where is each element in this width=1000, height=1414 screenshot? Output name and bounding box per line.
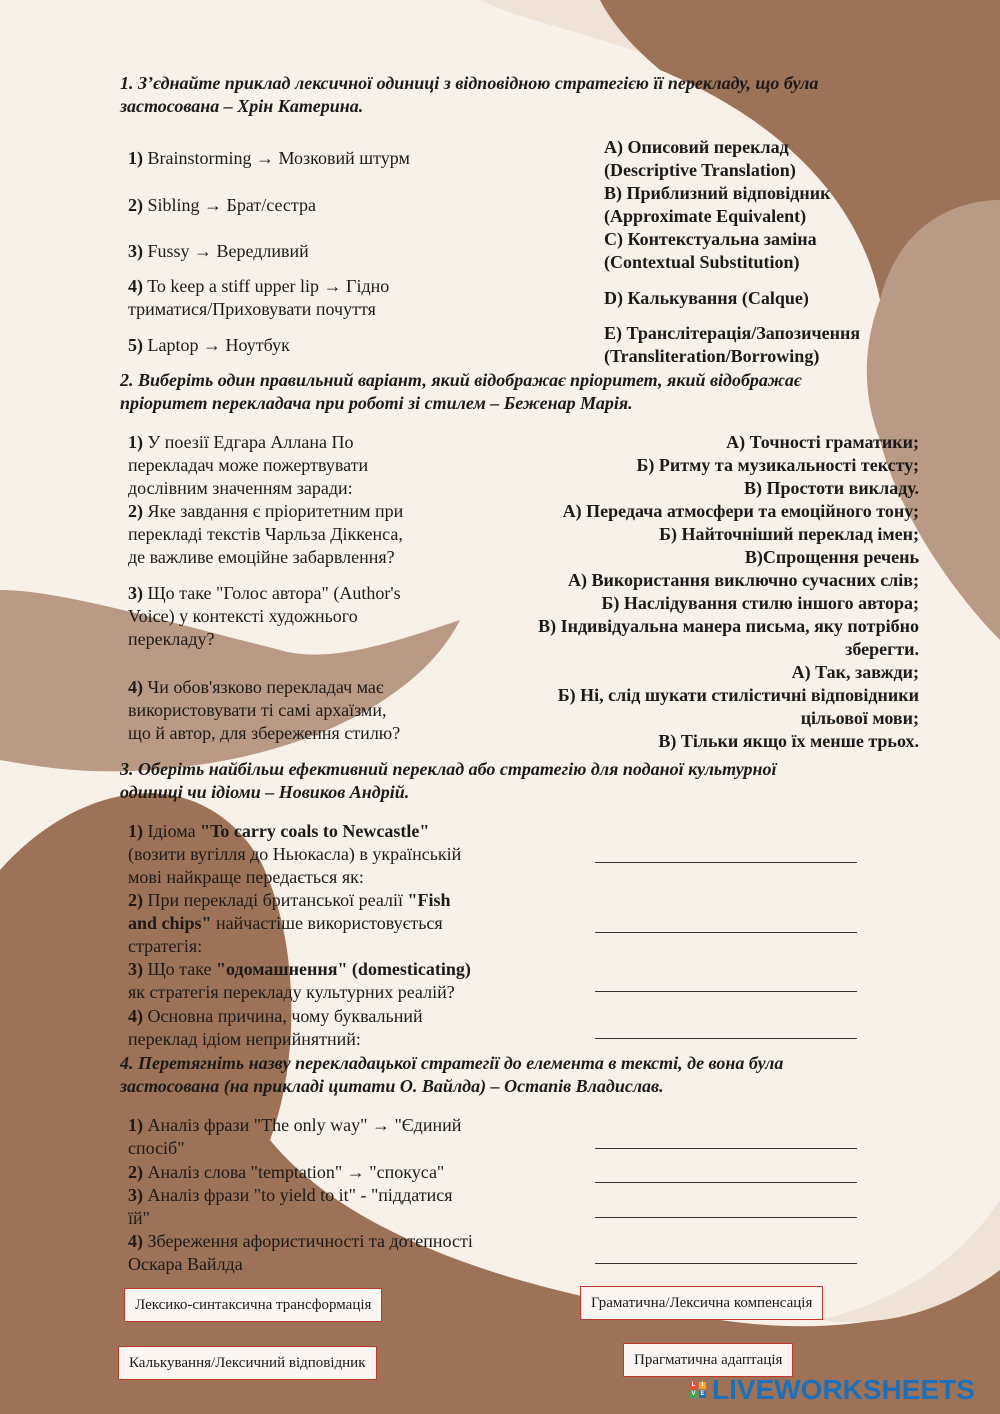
task3-answer-field-1[interactable] xyxy=(595,862,857,863)
answer-option[interactable]: А) Так, завжди; xyxy=(791,662,919,682)
answer-option[interactable]: А) Використання виключно сучасних слів; xyxy=(567,570,919,590)
task1-item-3[interactable]: 3) Fussy → Вередливий xyxy=(128,241,309,261)
task4-drop-zone-4[interactable] xyxy=(595,1263,857,1264)
task1-option-b[interactable]: В) Приблизний відповідник (Approximate Equivalent) xyxy=(604,183,831,226)
answer-option[interactable]: В) Простоти викладу. xyxy=(744,478,919,498)
task4-item-2: 2) Аналіз слова "temptation" → "спокуса" xyxy=(128,1162,445,1182)
task3-answer-field-3[interactable] xyxy=(595,991,857,992)
task3-title: 3. Оберіть найбільш ефективний переклад або стратегію для поданої культурної одиниці чи ідіоми – Новиков Андрій. xyxy=(120,759,777,802)
task2-question-3: 3) Що таке "Голос автора" (Author's Voice) у контексті художнього перекладу? xyxy=(128,583,401,649)
task1-option-e[interactable]: Е) Транслітерація/Запозичення (Transliteration/Borrowing) xyxy=(604,323,861,366)
task1-title: 1. З’єднайте приклад лексичної одиниці з відповідною стратегією її перекладу, що була застосована – Хрін Катерина. xyxy=(120,73,819,116)
logo-grid-icon: L I V E xyxy=(691,1382,705,1397)
answer-option[interactable]: зберегти. xyxy=(845,639,919,659)
drag-chip-lexico-syntactic[interactable]: Лексико-синтаксична трансформація xyxy=(124,1288,382,1322)
answer-option[interactable]: Б) Наслідування стилю іншого автора; xyxy=(601,593,919,613)
answer-option[interactable]: А) Передача атмосфери та емоційного тону; xyxy=(562,501,919,521)
task2-question-1: 1) У поезії Едгара Аллана По перекладач може пожертвувати дослівним значенням заради: xyxy=(128,432,369,498)
task4-drop-zone-1[interactable] xyxy=(595,1148,857,1149)
answer-option[interactable]: Б) Найточніший переклад імен; xyxy=(659,524,919,544)
answer-option[interactable]: В) Тільки якщо їх менше трьох. xyxy=(658,731,919,751)
answer-option[interactable]: В) Індивідуальна манера письма, яку потрібно xyxy=(538,616,919,636)
drag-chip-compensation[interactable]: Граматична/Лексична компенсація xyxy=(580,1286,823,1320)
task3-question-2: 2) При перекладі британської реалії "Fish and chips" найчастіше використовується стратегія: xyxy=(128,890,451,956)
task4-drop-zone-3[interactable] xyxy=(595,1217,857,1218)
task4-title: 4. Перетягніть назву перекладацької стратегії до елемента в тексті, де вона була застосована (на прикладі цитати О. Вайлда) – Остапів Владислав. xyxy=(120,1053,784,1096)
task4-drop-zone-2[interactable] xyxy=(595,1182,857,1183)
task3-question-3: 3) Що таке "одомашнення" (domesticating) як стратегія перекладу культурних реалій? xyxy=(128,959,471,1002)
task4-item-1: 1) Аналіз фрази "The only way" → "Єдиний спосіб" xyxy=(128,1115,462,1158)
answer-option[interactable]: цільової мови; xyxy=(800,708,919,728)
answer-option[interactable]: В)Спрощення речень xyxy=(744,547,919,567)
task1-option-d[interactable]: D) Калькування (Calque) xyxy=(604,288,809,308)
task3-question-1: 1) Ідіома "To carry coals to Newcastle" (возити вугілля до Ньюкасла) в українській мові найкраще передається як: xyxy=(128,821,462,887)
task3-question-4: 4) Основна причина, чому буквальний переклад ідіом неприйнятний: xyxy=(128,1006,423,1049)
answer-option[interactable]: Б) Ні, слід шукати стилістичні відповідники xyxy=(557,685,919,705)
answer-option[interactable]: Б) Ритму та музикальності тексту; xyxy=(636,455,919,475)
task2-question-4: 4) Чи обов'язково перекладач має використовувати ті самі архаїзми, що й автор, для збереження стилю? xyxy=(128,677,401,743)
drag-chip-calque[interactable]: Калькування/Лексичний відповідник xyxy=(118,1346,377,1380)
task1-item-5[interactable]: 5) Laptop → Ноутбук xyxy=(128,335,290,355)
logo-text: LIVEWORKSHEETS xyxy=(712,1374,975,1405)
task1-item-2[interactable]: 2) Sibling → Брат/сестра xyxy=(128,195,316,215)
task2-answers xyxy=(480,431,919,753)
answer-option[interactable]: А) Точності граматики; xyxy=(726,432,919,452)
task1-item-1[interactable]: 1) Brainstorming → Мозковий штурм xyxy=(128,148,410,168)
task3-answer-field-2[interactable] xyxy=(595,932,857,933)
task1-option-c[interactable]: С) Контекстуальна заміна (Contextual Substitution) xyxy=(604,229,817,272)
drag-chip-pragmatic[interactable]: Прагматична адаптація xyxy=(623,1343,793,1377)
task2-title: 2. Виберіть один правильний варіант, який відображає пріоритет, який відображає пріоритет перекладача при роботі зі стилем – Беженар Марія. xyxy=(120,370,802,413)
task3-answer-field-4[interactable] xyxy=(595,1038,857,1039)
task2-question-2: 2) Яке завдання є пріоритетним при перекладі текстів Чарльза Діккенса, де важливе емоційне забарвлення? xyxy=(128,501,404,567)
task1-item-4[interactable]: 4) To keep a stiff upper lip → Гідно триматися/Приховувати почуття xyxy=(128,276,390,319)
task1-option-a[interactable]: А) Описовий переклад (Descriptive Translation) xyxy=(604,137,796,180)
task4-item-4: 4) Збереження афористичності та дотепності Оскара Вайлда xyxy=(128,1231,473,1274)
task4-item-3: 3) Аналіз фрази "to yield to it" - "піддатися їй" xyxy=(128,1185,453,1228)
liveworksheets-logo xyxy=(690,1374,975,1406)
